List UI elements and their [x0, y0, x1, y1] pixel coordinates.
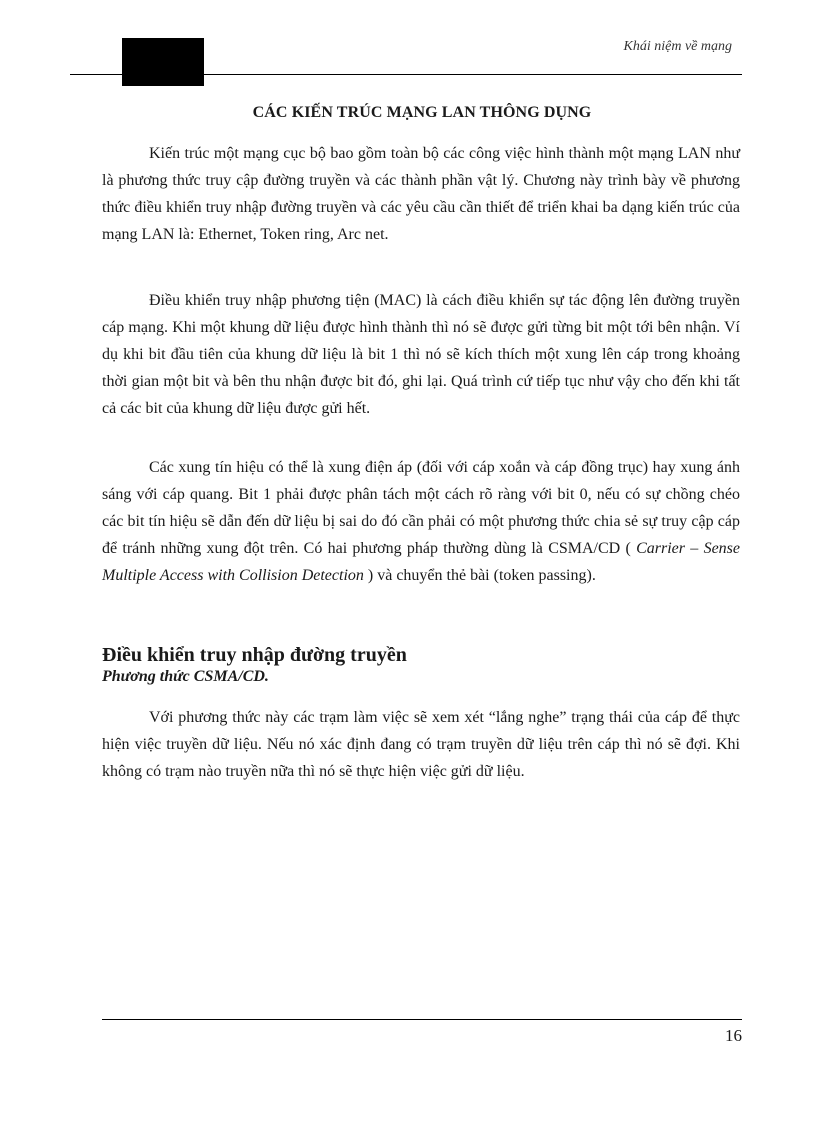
paragraph-signals-text: Các xung tín hiệu có thể là xung điện áp (đối với cáp xoắn và cáp đồng trục) hay xung ánh sáng với cáp quang. Bit 1 phải được phân tách một cách rõ ràng với bit 0, nếu có sự chồng chéo các bit tín hiệu sẽ dẫn đến dữ liệu bị sai do đó cần phải có một phương thức chia sẻ sự truy cập cáp để tránh những xung đột trên. Có hai phương pháp thường dùng là CSMA/CD (	[102, 459, 740, 557]
page-number: 16	[725, 1026, 742, 1045]
header-black-tab	[122, 38, 204, 86]
paragraph-architecture: Kiến trúc một mạng cục bộ bao gồm toàn bộ các công việc hình thành một mạng LAN như là phương thức truy cập đường truyền và các thành phần vật lý. Chương này trình bày về phương thức điều khiển truy nhập đường truyền và các yêu cầu cần thiết để triển khai ba dạng kiến trúc của mạng LAN là: Ethernet, Token ring, Arc net.	[102, 145, 740, 243]
header-rule	[70, 74, 742, 75]
csma-cd-expansion: Carrier – Sense Multiple Access with Collision Detection	[102, 540, 740, 584]
page-heading: CÁC KIẾN TRÚC MẠNG LAN THÔNG DỤNG	[252, 104, 592, 121]
footer-rule	[102, 1019, 742, 1020]
paragraph-signals-tail: ) và chuyển thẻ bài (token passing).	[363, 567, 596, 584]
running-header: Khái niệm về mạng	[623, 39, 732, 54]
paragraph-csma-cd: Với phương thức này các trạm làm việc sẽ xem xét “lắng nghe” trạng thái của cáp để thực hiện việc truyền dữ liệu. Nếu nó xác định đang có trạm truyền dữ liệu trên cáp thì nó sẽ đợi. Khi không có trạm nào truyền nữa thì nó sẽ thực hiện việc gửi dữ liệu.	[102, 709, 740, 780]
paragraph-mac: Điều khiển truy nhập phương tiện (MAC) là cách điều khiển sự tác động lên đường truyền cáp mạng. Khi một khung dữ liệu được hình thành thì nó sẽ được gửi từng bit một tới bên nhận. Ví dụ khi bit đầu tiên của khung dữ liệu là bit 1 thì nó sẽ kích thích một xung lên cáp trong khoảng thời gian một bit và bên thu nhận được bit đó, ghi lại. Quá trình cứ tiếp tục như vậy cho đến khi tất cả các bit của khung dữ liệu được gửi hết.	[102, 292, 740, 417]
subsection-heading: Phương thức CSMA/CD.	[102, 668, 269, 685]
section-heading: Điều khiển truy nhập đường truyền	[102, 644, 407, 666]
paragraph-signals	[102, 454, 740, 589]
